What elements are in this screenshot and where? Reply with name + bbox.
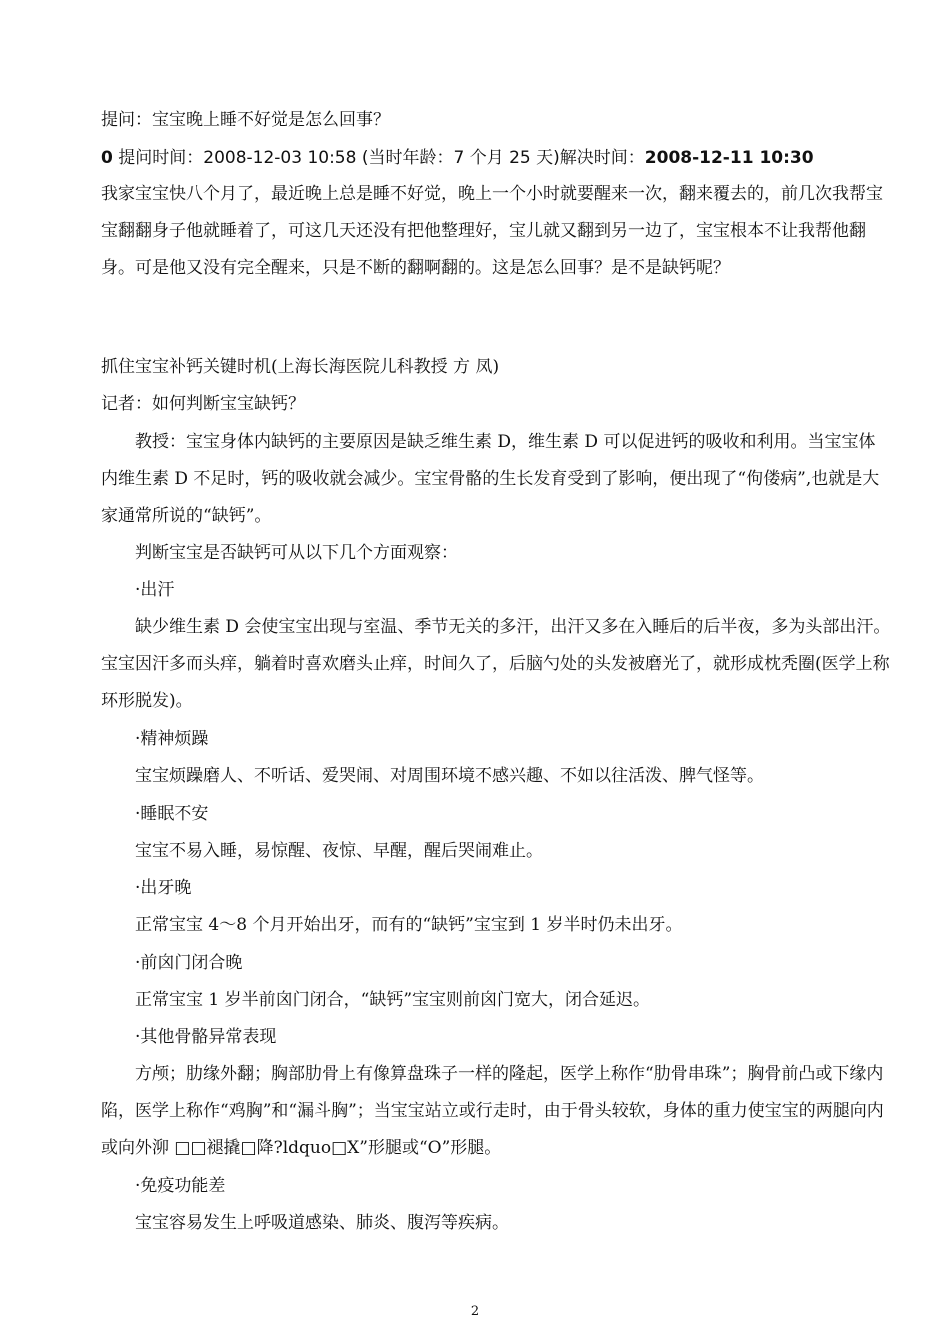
question-body: 我家宝宝快八个月了，最近晚上总是睡不好觉，晚上一个小时就要醒来一次，翻来覆去的，前几次我帮宝宝翻翻身子他就睡着了，可这几天还没有把他整理好，宝儿就又翻到另一边了，宝宝根本不让我帮他翻身。可是他又没有完全醒来，只是不断的翻啊翻的。这是怎么回事？是不是缺钙呢？ [101, 184, 883, 278]
meta-ask-label: 提问时间： [112, 148, 204, 168]
section-sleep-body: 宝宝不易入睡，易惊醒、夜惊、早醒，醒后哭闹难止。 [135, 841, 543, 861]
article-title: 抓住宝宝补钙关键时机(上海长海医院儿科教授 方 凤) [101, 357, 500, 377]
section-sweating-body: 缺少维生素 D 会使宝宝出现与室温、季节无关的多汗，出汗又多在入睡后的后半夜，多为头部出汗。宝宝因汗多而头痒，躺着时喜欢磨头止痒，时间久了，后脑勺处的头发被磨光了，就形成枕秃圈(医学上称环形脱发)。 [101, 617, 891, 711]
meta-solve-label: 解决时间： [559, 148, 645, 168]
section-immunity-body: 宝宝容易发生上呼吸道感染、肺炎、腹泻等疾病。 [135, 1213, 509, 1233]
meta-age: (当时年龄：7 个月 25 天) [356, 148, 560, 168]
question-meta [101, 140, 891, 177]
professor-answer: 教授：宝宝身体内缺钙的主要原因是缺乏维生素 D，维生素 D 可以促进钙的吸收和利用。当宝宝体内维生素 D 不足时，钙的吸收就会减少。宝宝骨骼的生长发育受到了影响，便出现了“佝偻病”,也就是大家通常所说的“缺钙”。 [101, 432, 880, 526]
meta-solve-time: 2008-12-11 10:30 [644, 148, 814, 168]
section-teething-heading: ·出牙晚 [135, 878, 192, 898]
meta-zero: 0 [101, 148, 113, 168]
section-bone-body: 方颅；肋缘外翻；胸部肋骨上有像算盘珠子一样的隆起，医学上称作“肋骨串珠”；胸骨前凸或下缘内陷，医学上称作“鸡胸”和“漏斗胸”；当宝宝站立或行走时，由于骨头较软，身体的重力使宝宝的两腿向内或向外泖 □□褪撬□降?ldquo□X”形腿或“O”形腿。 [101, 1064, 884, 1158]
interviewer-question: 记者：如何判断宝宝缺钙？ [101, 394, 305, 414]
section-immunity-heading: ·免疫功能差 [135, 1176, 226, 1196]
meta-ask-time: 2008-12-03 10:58 [203, 148, 357, 168]
section-fontanelle-body: 正常宝宝 1 岁半前囟门闭合，“缺钙”宝宝则前囟门宽大，闭合延迟。 [135, 990, 651, 1010]
section-irritability-body: 宝宝烦躁磨人、不听话、爱哭闹、对周围环境不感兴趣、不如以往活泼、脾气怪等。 [135, 766, 764, 786]
section-irritability-heading: ·精神烦躁 [135, 729, 209, 749]
section-teething-body: 正常宝宝 4～8 个月开始出牙，而有的“缺钙”宝宝到 1 岁半时仍未出牙。 [135, 915, 683, 935]
observation-intro: 判断宝宝是否缺钙可从以下几个方面观察： [135, 543, 458, 563]
section-bone-heading: ·其他骨骼异常表现 [135, 1027, 277, 1047]
question-title: 提问：宝宝晚上睡不好觉是怎么回事？ [101, 110, 390, 130]
section-fontanelle-heading: ·前囟门闭合晚 [135, 953, 243, 973]
section-sleep-heading: ·睡眠不安 [135, 804, 209, 824]
section-sweating-heading: ·出汗 [135, 580, 175, 600]
page-number: 2 [470, 1304, 480, 1319]
